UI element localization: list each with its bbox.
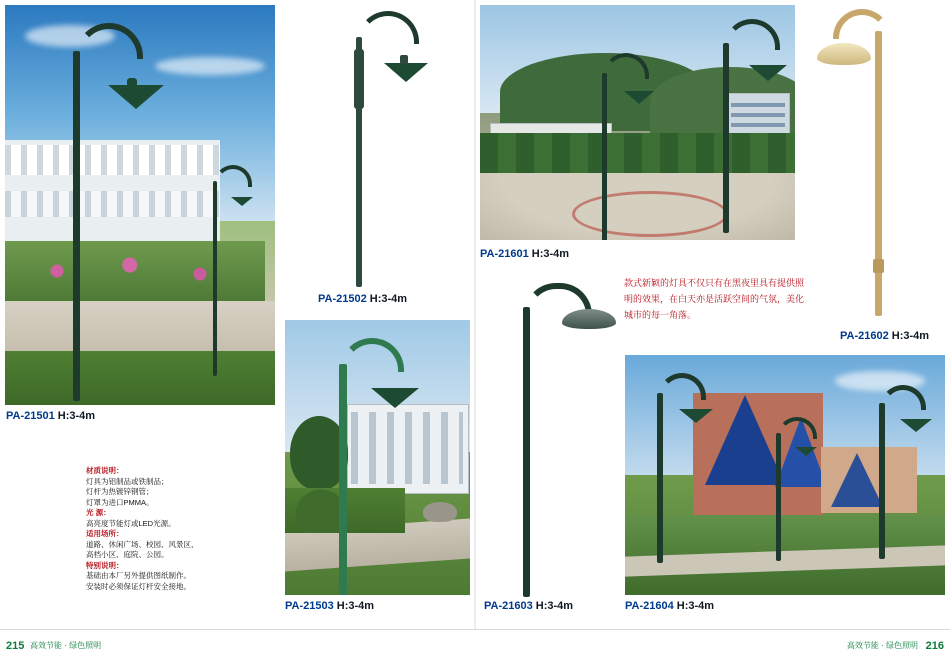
- spec-title-scope: 适用场所：: [86, 529, 124, 538]
- lamp-pole: [723, 43, 729, 233]
- spec-note-line: 安装时必须保证灯杆安全接地。: [86, 581, 191, 591]
- building-right-glass: [831, 453, 883, 507]
- plaza-ring: [572, 191, 728, 237]
- footer-text-left: 高效节能 · 绿色照明: [30, 641, 102, 650]
- product-code: PA-21502: [318, 293, 370, 305]
- lamp-pole: [875, 31, 882, 316]
- product-photo-pa-21603: [485, 275, 615, 595]
- lamp-shade: [231, 197, 253, 206]
- page-number-left: 215: [6, 640, 25, 652]
- lawn: [5, 351, 275, 405]
- caption-pa-21603: [484, 600, 573, 612]
- product-photo-pa-21604: [625, 355, 945, 595]
- lamp-pole: [776, 433, 781, 561]
- product-spec: H:3-4m: [531, 248, 570, 260]
- pole-decor: [354, 49, 364, 109]
- lamp-pole: [657, 393, 663, 563]
- spec-light-line: 高亮度节能灯或LED光源。: [86, 518, 176, 528]
- caption-pa-21604: [625, 600, 714, 612]
- product-photo-pa-21503: [285, 320, 470, 595]
- lamp-pole: [602, 73, 607, 240]
- lamp-shade: [624, 91, 654, 104]
- product-code: PA-21503: [285, 600, 337, 612]
- lamp-shade: [679, 409, 713, 423]
- lamp-shade: [384, 63, 428, 82]
- pole-band: [873, 259, 884, 273]
- spec-material-line: 灯杆为热镀锌钢管；: [86, 487, 154, 496]
- lamp-arm: [833, 9, 891, 39]
- product-photo-pa-21501: [5, 5, 275, 405]
- product-spec: H:3-4m: [336, 600, 375, 612]
- product-spec: H:3-4m: [535, 600, 574, 612]
- product-code: PA-21501: [6, 410, 58, 422]
- lamp-shade: [371, 388, 419, 408]
- flower-hedge: [5, 241, 265, 301]
- lamp-arm: [357, 11, 419, 44]
- lamp-shade: [749, 65, 787, 81]
- spec-scope-line: 道路、休闲广场、校园、风景区、: [86, 539, 199, 549]
- caption-pa-21501: [6, 410, 95, 422]
- lamp-top-cap: [127, 78, 137, 87]
- lamp-pole: [879, 403, 885, 559]
- spec-title-note: 特别说明：: [86, 560, 124, 570]
- product-spec: H:3-4m: [369, 293, 408, 305]
- product-code: PA-21601: [480, 248, 532, 260]
- spec-material-line: 灯罩为进口PMMA。: [86, 497, 154, 507]
- spec-scope-line: 高档小区、庭院、公园。: [86, 550, 169, 559]
- building-glass-triangle: [705, 395, 785, 485]
- lamp-shade: [108, 85, 164, 109]
- product-spec: H:3-4m: [57, 410, 96, 422]
- spec-title-light: 光 源：: [86, 508, 111, 517]
- caption-pa-21502: [318, 293, 407, 305]
- lamp-pole: [339, 364, 347, 595]
- caption-pa-21601: [480, 248, 569, 260]
- lamp-top-cap: [400, 55, 408, 64]
- lamp-head: [817, 43, 871, 65]
- caption-pa-21602: [840, 330, 929, 342]
- product-code: PA-21603: [484, 600, 536, 612]
- marketing-note: 款式新颖的灯具不仅只有在黑夜里具有提供照明的效果，在白天亦是活跃空间的气氛，美化城市的每一角落。: [624, 278, 805, 320]
- tree-row: [480, 133, 795, 175]
- lamp-head: [562, 309, 616, 329]
- cloud: [155, 57, 265, 75]
- product-code: PA-21602: [840, 330, 892, 342]
- product-photo-pa-21502: [300, 5, 460, 275]
- spec-material-line: 灯具为铝制品或铁制品；: [86, 476, 169, 486]
- lamp-pole: [523, 307, 530, 597]
- spec-note-line: 基础由本厂另外提供图纸制作。: [86, 571, 191, 580]
- lamp-pole: [213, 181, 217, 376]
- product-code: PA-21604: [625, 600, 677, 612]
- product-photo-pa-21602: [815, 5, 945, 305]
- lamp-pole: [73, 51, 80, 401]
- product-spec: H:3-4m: [676, 600, 715, 612]
- footer-text-right: 高效节能 · 绿色照明: [846, 641, 918, 650]
- caption-pa-21503: [285, 600, 374, 612]
- rock: [423, 502, 457, 522]
- product-spec: H:3-4m: [891, 330, 930, 342]
- specification-block: [86, 466, 286, 592]
- page-number-right: 216: [925, 640, 944, 652]
- footer-bar: [0, 629, 950, 656]
- product-photo-pa-21601: [480, 5, 795, 240]
- lamp-shade: [900, 419, 932, 432]
- page-spine: [474, 0, 476, 630]
- spec-title-material: 材质说明：: [86, 466, 124, 475]
- building-windows: [351, 412, 463, 484]
- lamp-shade: [795, 447, 817, 456]
- building-rail: [5, 191, 220, 217]
- building-rail: [5, 145, 220, 175]
